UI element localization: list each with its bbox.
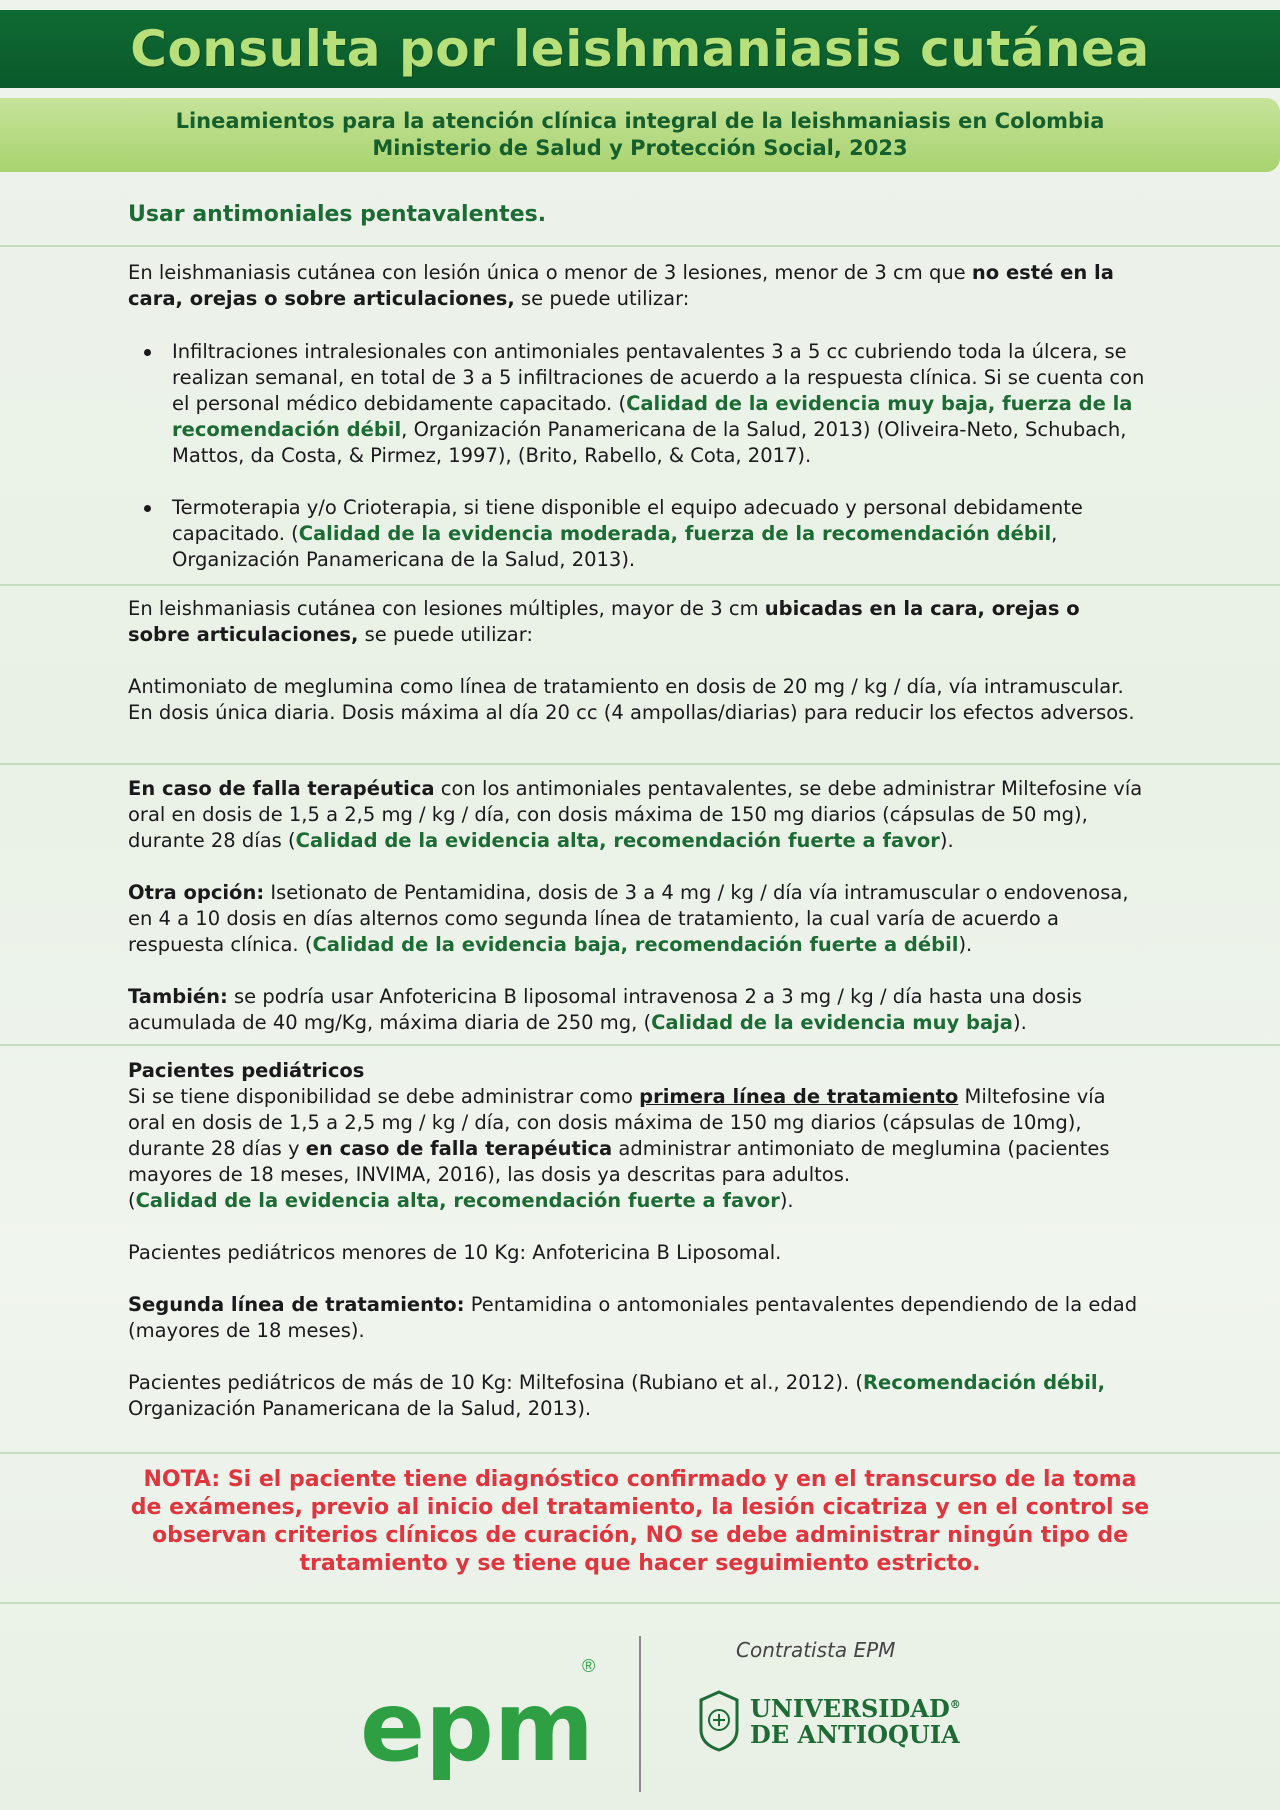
falla-paragraph (128, 776, 1148, 854)
otra-label: Otra opción: (128, 881, 265, 904)
bullet-text: Termoterapia y/o Crioterapia, si tiene disponible el equipo adecuado y personal debidamente capacitado. ( (172, 496, 1083, 545)
second-line-paragraph (128, 1292, 1148, 1344)
pediatric-paragraph (128, 1084, 1148, 1214)
section3-body (128, 776, 1148, 1036)
bullet-references: , Organización Panamericana de la Salud, 2013). (172, 522, 1058, 571)
tambien-text: se podría usar Anfotericina B liposomal intravenosa 2 a 3 mg / kg / día hasta una dosis acumulada de 40 mg/Kg, máxima diaria de 250 mg, ( (128, 985, 1082, 1034)
divider (0, 1044, 1280, 1046)
divider (0, 1452, 1280, 1454)
falla-label: en caso de falla terapéutica (305, 1137, 613, 1160)
paren-close: ). (1012, 1011, 1027, 1034)
otra-text: Isetionato de Pentamidina, dosis de 3 a 4 mg / kg / día vía intramuscular o endovenosa, en 4 a 10 dosis en días alternos como segunda línea de tratamiento, la cual varía de acuerdo a respuesta clínica. ( (128, 881, 1129, 956)
section1-intro (128, 260, 1148, 312)
page-subheader (0, 98, 1280, 172)
pediatric-over-10kg (128, 1370, 1148, 1422)
bullet-references: , Organización Panamericana de la Salud, 2013) (Oliveira-Neto, Schubach, Mattos, da Costa, & Pirmez, 1997), (Brito, Rabello, & Cota, 2017). (172, 418, 1127, 467)
divider (0, 763, 1280, 765)
udea-line-1: UNIVERSIDAD (750, 1694, 950, 1723)
falla-label: En caso de falla terapéutica (128, 777, 435, 800)
pediatric-text: Pacientes pediátricos de más de 10 Kg: Miltefosina (Rubiano et al., 2012). ( (128, 1371, 864, 1394)
intro-text-end: se puede utilizar: (358, 623, 533, 646)
contratista-label: Contratista EPM (736, 1638, 896, 1662)
pediatric-title: Pacientes pediátricos (128, 1059, 365, 1082)
paren-close: ). (958, 933, 973, 956)
evidence-quality: Calidad de la evidencia moderada, fuerza de la recomendación débil (298, 522, 1052, 545)
intro-text-end: se puede utilizar: (514, 287, 690, 310)
divider (0, 245, 1280, 247)
section2-intro (128, 596, 1148, 648)
evidence-quality: Recomendación débil, (863, 1371, 1106, 1394)
intro-bold: ubicadas en la cara, orejas o sobre articulaciones, (128, 597, 1080, 646)
intro-bold: no esté en la cara, orejas o sobre articulaciones, (128, 261, 1114, 310)
section-pediatricos (128, 1058, 1148, 1422)
section-title: Usar antimoniales pentavalentes. (128, 202, 547, 227)
bullet-icon (144, 349, 151, 356)
section1-body (128, 260, 1148, 573)
warning-note: NOTA: Si el paciente tiene diagnóstico confirmado y en el transcurso de la toma de exámenes, previo al inicio del tratamiento, la lesión cicatriza y en el control se observan criterios clínicos de curación, NO se debe administrar ningún tipo de tratamiento y se tiene que hacer seguimiento estricto. (130, 1467, 1150, 1576)
first-line-label: primera línea de tratamiento (639, 1085, 959, 1108)
intro-text: En leishmaniasis cutánea con lesión única o menor de 3 lesiones, menor de 3 cm que (128, 261, 972, 284)
intro-text: En leishmaniasis cutánea con lesiones múltiples, mayor de 3 cm (128, 597, 765, 620)
subtitle-line-2: Ministerio de Salud y Protección Social, 2023 (372, 136, 908, 160)
divider (0, 1602, 1280, 1604)
udea-line-2: DE ANTIOQUIA (750, 1720, 960, 1749)
section2-body (128, 596, 1148, 726)
page-header (0, 10, 1280, 88)
paren-open: ( (128, 1189, 136, 1212)
tambien-label: También: (128, 985, 228, 1008)
paren-close: ). (779, 1189, 794, 1212)
pediatric-under-10kg: Pacientes pediátricos menores de 10 Kg: Anfotericina B Liposomal. (128, 1241, 782, 1264)
section-antimoniales (128, 202, 1148, 227)
evidence-quality: Calidad de la evidencia alta, recomendación fuerte a favor (295, 829, 940, 852)
dose-text: Antimoniato de meglumina como línea de tratamiento en dosis de 20 mg / kg / día, vía intramuscular. En dosis única diaria. Dosis máxima al día 20 cc (4 ampollas/diarias) para reducir los efectos adversos. (128, 675, 1135, 724)
otra-paragraph (128, 880, 1148, 958)
pediatric-text: administrar antimoniato de meglumina (pacientes mayores de 18 meses, INVIMA, 2016), las dosis ya descritas para adultos. (128, 1137, 1110, 1186)
epm-logo-text: epm (360, 1671, 594, 1783)
pediatric-reference: Organización Panamericana de la Salud, 2013). (128, 1397, 592, 1420)
subtitle-line-1: Lineamientos para la atención clínica integral de la leishmaniasis en Colombia (175, 109, 1105, 133)
bullet-text: Infiltraciones intralesionales con antimoniales pentavalentes 3 a 5 cc cubriendo toda la úlcera, se realizan semanal, en total de 3 a 5 infiltraciones de acuerdo a la respuesta clínica. Si se cuenta con el personal médico debidamente capacitado. ( (172, 340, 1145, 415)
udea-registered-mark: ® (949, 1698, 961, 1711)
second-line-label: Segunda línea de tratamiento: (128, 1293, 465, 1316)
evidence-quality: Calidad de la evidencia alta, recomendación fuerte a favor (135, 1189, 780, 1212)
list-item (128, 495, 1148, 573)
divider (0, 584, 1280, 586)
second-line-text: Pentamidina o antomoniales pentavalentes dependiendo de la edad (mayores de 18 meses). (128, 1293, 1138, 1342)
universidad-antioquia-seal-icon (697, 1690, 741, 1752)
epm-logo-icon (352, 1660, 612, 1790)
footer-divider (639, 1636, 641, 1792)
paren-close: ). (939, 829, 954, 852)
page-title: Consulta por leishmaniasis cutánea (130, 20, 1150, 78)
evidence-quality: Calidad de la evidencia muy baja (651, 1011, 1013, 1034)
tambien-paragraph (128, 984, 1148, 1036)
evidence-quality: Calidad de la evidencia baja, recomendación fuerte a débil (312, 933, 959, 956)
bullet-icon (144, 505, 151, 512)
list-item (128, 339, 1148, 469)
epm-registered-mark: ® (582, 1656, 596, 1676)
falla-text: con los antimoniales pentavalentes, se debe administrar Miltefosine vía oral en dosis de 1,5 a 2,5 mg / kg / día, con dosis máxima de 150 mg diarios (cápsulas de 50 mg), durante 28 días ( (128, 777, 1143, 852)
pediatric-text: Miltefosine vía oral en dosis de 1,5 a 2,5 mg / kg / día, con dosis máxima de 150 mg diarios (cápsulas de 10mg), durante 28 días y (128, 1085, 1106, 1160)
universidad-antioquia-name (750, 1692, 961, 1748)
evidence-quality: Calidad de la evidencia muy baja, fuerza de la recomendación débil (172, 392, 1133, 441)
pediatric-text: Si se tiene disponibilidad se debe administrar como (128, 1085, 640, 1108)
